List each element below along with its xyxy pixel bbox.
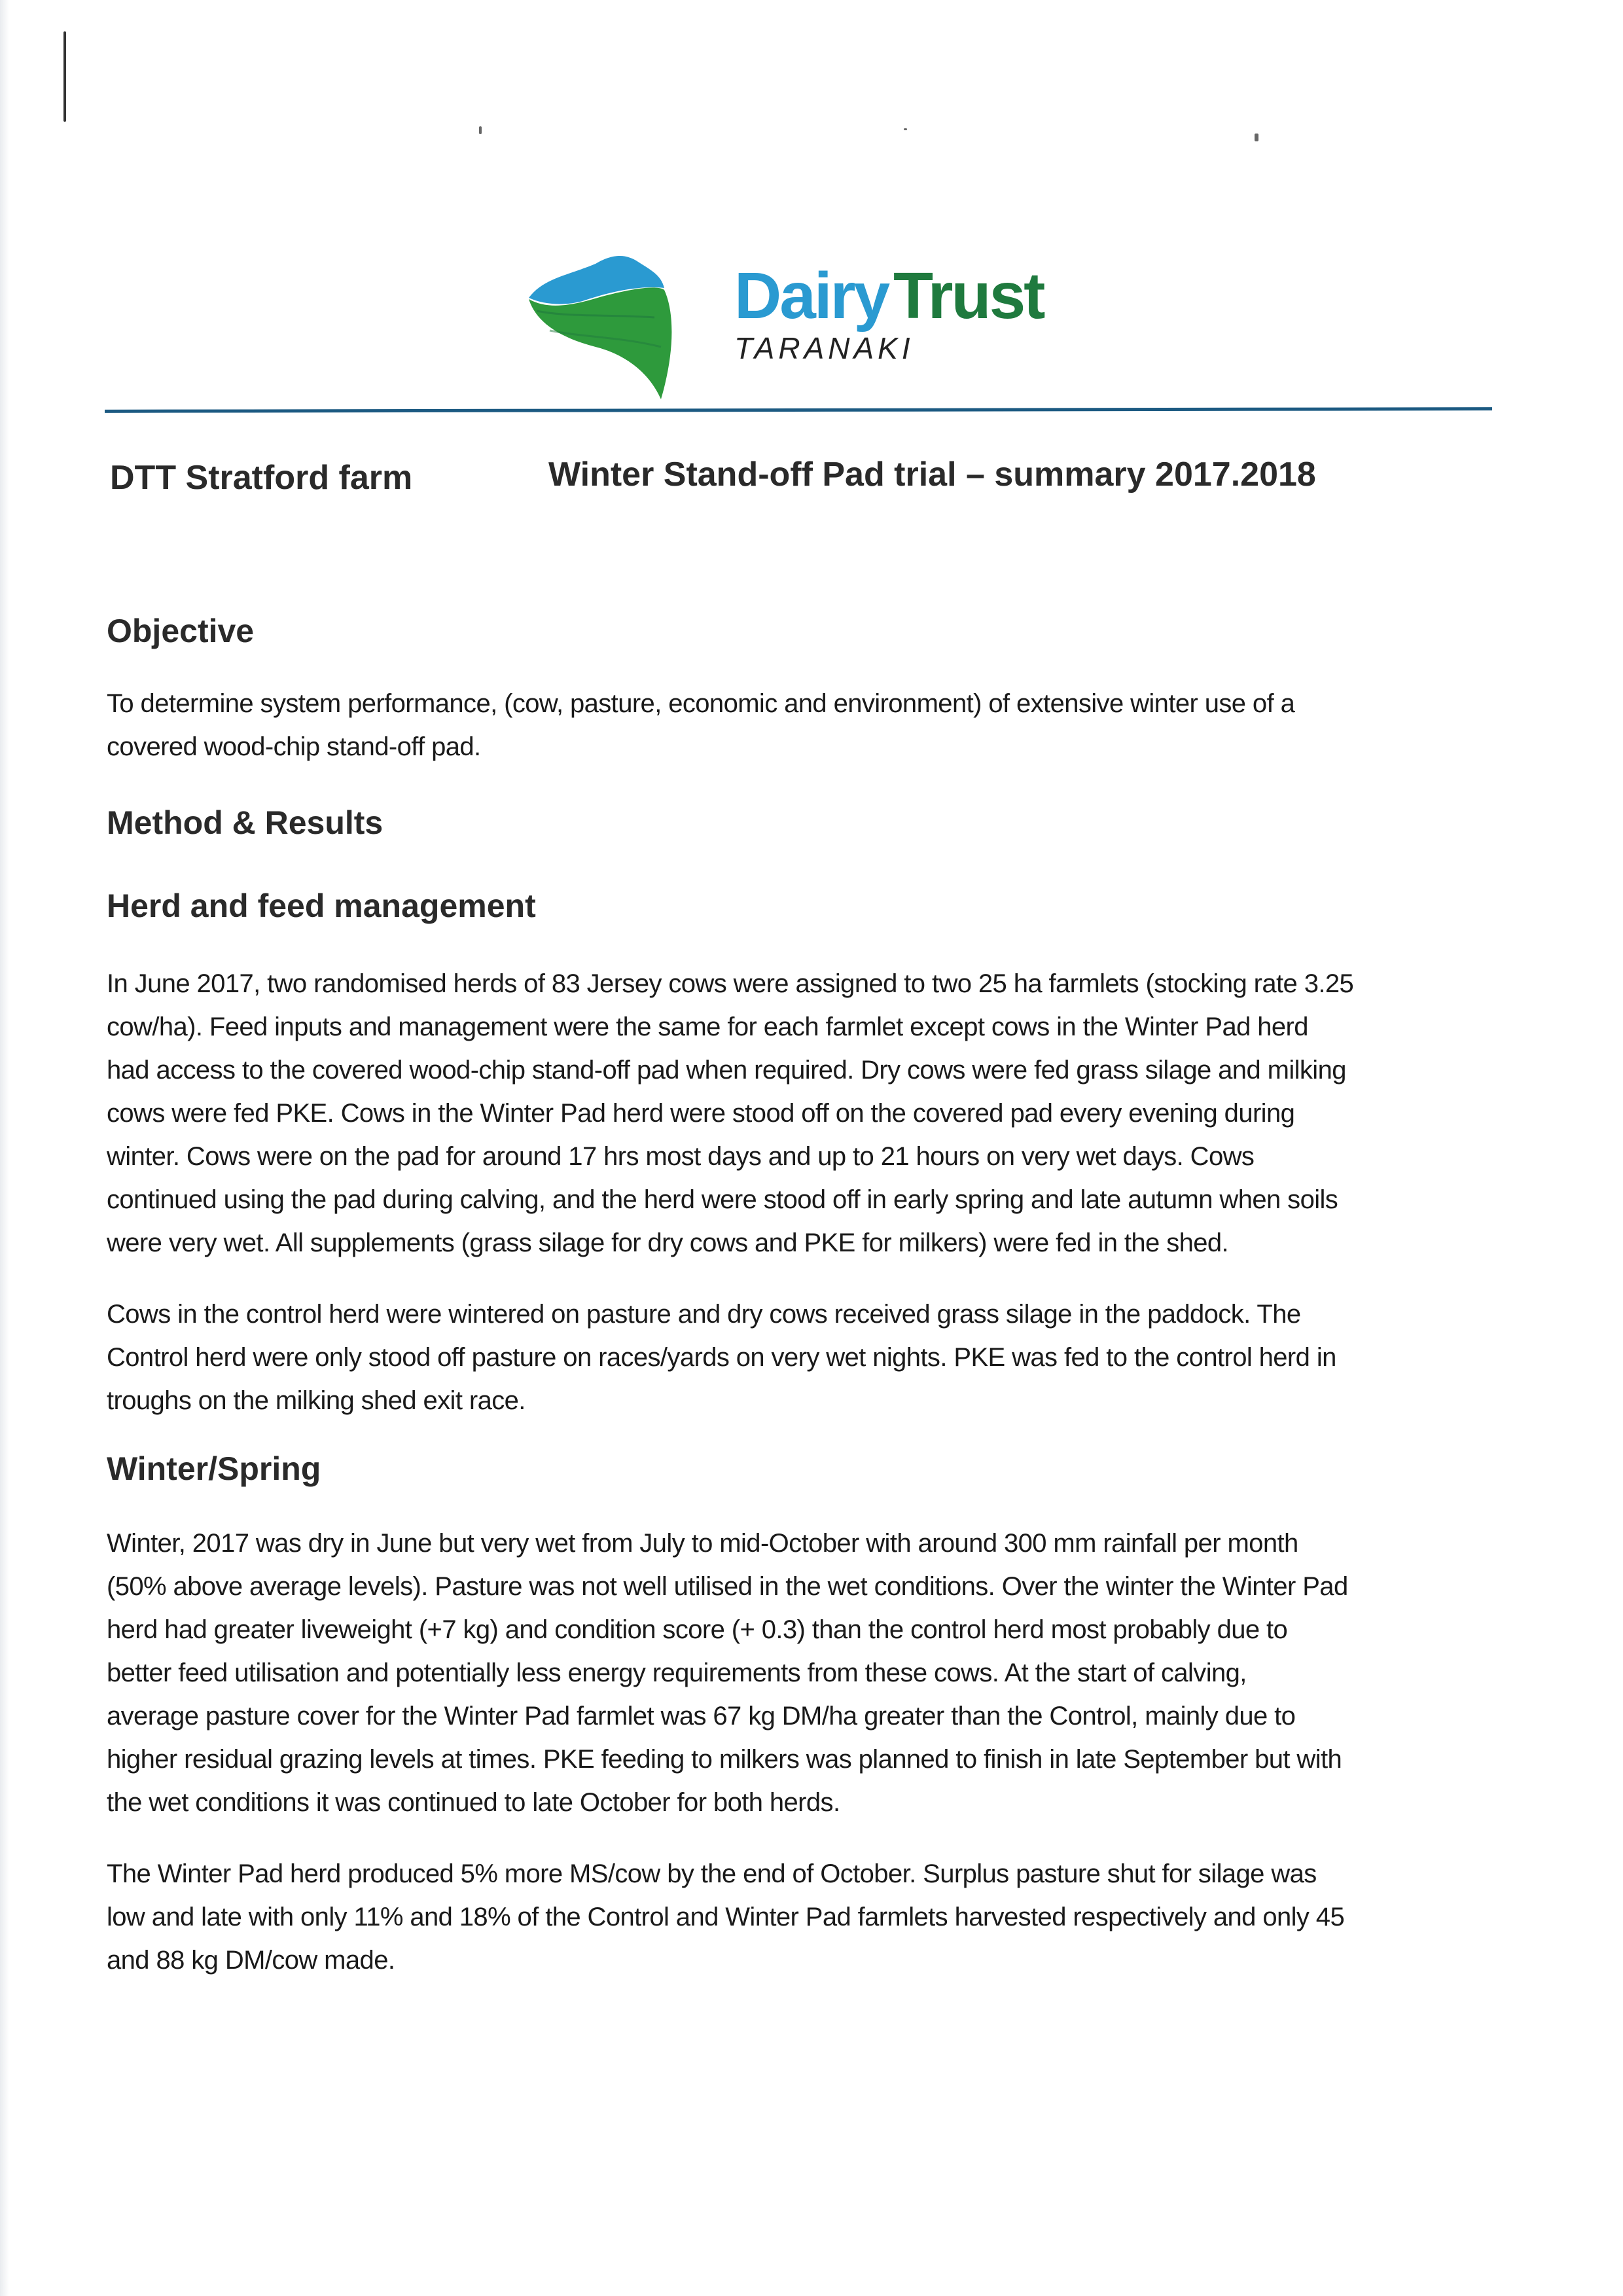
heading-winter-spring: Winter/Spring: [107, 1450, 321, 1487]
staple-mark: [63, 31, 66, 122]
text-line: Winter, 2017 was dry in June but very wet from July to mid-October with around 300 mm rainfall per month: [107, 1529, 1298, 1558]
text-line: higher residual grazing levels at times. PKE feeding to milkers was planned to finish in late September but with: [107, 1745, 1342, 1774]
text-line: In June 2017, two randomised herds of 83 Jersey cows were assigned to two 25 ha farmlets (stocking rate 3.25: [107, 969, 1354, 998]
farm-name: DTT Stratford farm: [110, 459, 413, 497]
scan-speck: [904, 128, 907, 130]
winter-paragraph-1: [107, 1522, 1494, 1824]
text-line: cow/ha). Feed inputs and management were the same for each farmlet except cows in the Winter Pad herd: [107, 1013, 1308, 1041]
text-line: (50% above average levels). Pasture was not well utilised in the wet conditions. Over the winter the Winter Pad: [107, 1572, 1348, 1601]
winter-paragraph-2: [107, 1852, 1494, 1982]
leaf-hill-logo-icon: [524, 239, 733, 403]
brand-name-dairy: Dairy: [734, 259, 889, 332]
text-line: winter. Cows were on the pad for around 17 hrs most days and up to 21 hours on very wet days. Cows: [107, 1142, 1255, 1171]
text-line: To determine system performance, (cow, pasture, economic and environment) of extensive winter use of a: [107, 689, 1295, 718]
heading-objective: Objective: [107, 613, 255, 649]
text-line: better feed utilisation and potentially less energy requirements from these cows. At the start of calving,: [107, 1659, 1247, 1687]
text-line: average pasture cover for the Winter Pad farmlet was 67 kg DM/ha greater than the Control, mainly due to: [107, 1702, 1296, 1731]
text-line: low and late with only 11% and 18% of the Control and Winter Pad farmlets harvested respectively and only 45: [107, 1903, 1345, 1931]
page-title: Winter Stand-off Pad trial – summary 2017.2018: [548, 456, 1316, 493]
scan-speck: [479, 126, 482, 134]
scan-edge-shadow: [0, 0, 9, 2296]
text-line: troughs on the milking shed exit race.: [107, 1386, 526, 1415]
text-line: continued using the pad during calving, and the herd were stood off in early spring and late autumn when soils: [107, 1185, 1338, 1214]
objective-paragraph: [107, 682, 1494, 768]
text-line: and 88 kg DM/cow made.: [107, 1946, 395, 1975]
text-line: The Winter Pad herd produced 5% more MS/cow by the end of October. Surplus pasture shut for silage was: [107, 1859, 1317, 1888]
text-line: had access to the covered wood-chip stand-off pad when required. Dry cows were fed grass silage and milking: [107, 1056, 1346, 1085]
text-line: the wet conditions it was continued to late October for both herds.: [107, 1788, 840, 1817]
text-line: covered wood-chip stand-off pad.: [107, 732, 481, 761]
heading-method-results: Method & Results: [107, 804, 383, 841]
heading-herd-feed: Herd and feed management: [107, 888, 536, 924]
brand-name-trust: Trust: [893, 259, 1044, 332]
text-line: cows were fed PKE. Cows in the Winter Pad herd were stood off on the covered pad every evening during: [107, 1099, 1295, 1128]
text-line: were very wet. All supplements (grass silage for dry cows and PKE for milkers) were fed in the shed.: [107, 1229, 1229, 1257]
dairy-trust-logo: [524, 239, 1113, 403]
text-line: herd had greater liveweight (+7 kg) and condition score (+ 0.3) than the control herd most probably due to: [107, 1615, 1288, 1644]
scan-speck: [1255, 134, 1258, 141]
text-line: Cows in the control herd were wintered on pasture and dry cows received grass silage in the paddock. The: [107, 1300, 1301, 1329]
brand-region: TARANAKI: [734, 331, 914, 365]
herd-paragraph-1: [107, 962, 1494, 1265]
text-line: Control herd were only stood off pasture on races/yards on very wet nights. PKE was fed to the control herd in: [107, 1343, 1336, 1372]
header-divider: [105, 407, 1492, 413]
herd-paragraph-2: [107, 1293, 1494, 1422]
